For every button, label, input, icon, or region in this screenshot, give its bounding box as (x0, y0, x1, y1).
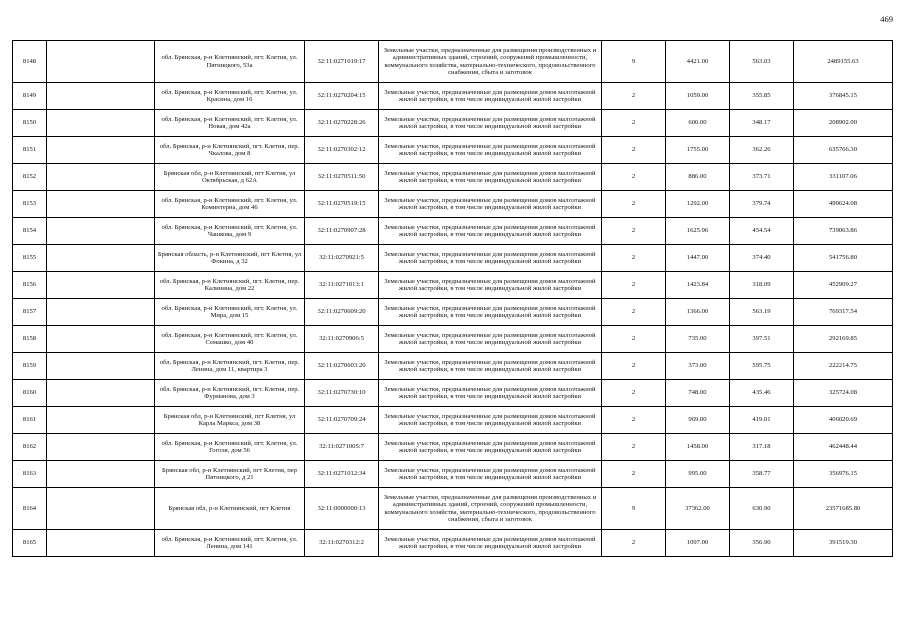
table-row (13, 353, 893, 380)
address-cell: обл. Брянская, р-н Клетнянский, пгт. Клетня, ул. Пятницкого, 53а (155, 41, 305, 83)
cadastral-value-cell: 462448.44 (794, 434, 893, 461)
address-cell: обл. Брянская, р-н Клетнянский, пгт. Клетня, ул. Коминтерна, дом 46 (155, 191, 305, 218)
cadastral-value-cell: 391519.30 (794, 530, 893, 557)
table-row (13, 191, 893, 218)
empty-cell (47, 434, 155, 461)
empty-cell (47, 272, 155, 299)
use-group-cell: 9 (602, 41, 666, 83)
land-use-cell: Земельные участки, предназначенные для размещения домов малоэтажной жилой застройки, в том числе индивидуальной жилой застройки (379, 272, 602, 299)
table-row (13, 110, 893, 137)
empty-cell (47, 110, 155, 137)
address-cell: Брянская обл, р-н Клетнянский, пгт Клетня, ул Октябрьская, д 62А (155, 164, 305, 191)
cadastral-number-cell: 32:11:0270519:15 (305, 191, 379, 218)
area-cell: 1755.00 (666, 137, 730, 164)
cadastral-value-cell: 490624.08 (794, 191, 893, 218)
row-number-cell: 8150 (13, 110, 47, 137)
address-cell: обл. Брянская, р-н Клетнянский, пгт. Клетня, ул. Гоголя, дом 56 (155, 434, 305, 461)
row-number-cell: 8152 (13, 164, 47, 191)
use-group-cell: 2 (602, 353, 666, 380)
cadastral-number-cell: 32:11:0270709:24 (305, 407, 379, 434)
use-group-cell: 2 (602, 461, 666, 488)
table-row (13, 434, 893, 461)
use-group-cell: 2 (602, 245, 666, 272)
address-cell: обл. Брянская, р-н Клетнянский, пгт. Клетня, пер. Ленина, дом 11, квартира 3 (155, 353, 305, 380)
empty-cell (47, 353, 155, 380)
table-row (13, 164, 893, 191)
table-row (13, 83, 893, 110)
area-cell: 969.00 (666, 407, 730, 434)
specific-value-cell: 374.40 (730, 245, 794, 272)
row-number-cell: 8159 (13, 353, 47, 380)
land-registry-table (12, 40, 893, 557)
empty-cell (47, 461, 155, 488)
specific-value-cell: 595.75 (730, 353, 794, 380)
table-row (13, 380, 893, 407)
empty-cell (47, 245, 155, 272)
cadastral-value-cell: 292169.85 (794, 326, 893, 353)
use-group-cell: 2 (602, 191, 666, 218)
cadastral-number-cell: 32:11:0270730:10 (305, 380, 379, 407)
row-number-cell: 8151 (13, 137, 47, 164)
row-number-cell: 8148 (13, 41, 47, 83)
land-use-cell: Земельные участки, предназначенные для размещения домов малоэтажной жилой застройки, в том числе индивидуальной жилой застройки (379, 191, 602, 218)
use-group-cell: 2 (602, 164, 666, 191)
address-cell: обл. Брянская, р-н Клетнянский, пгт. Клетня, ул. Ленина, дом 141 (155, 530, 305, 557)
use-group-cell: 2 (602, 272, 666, 299)
use-group-cell: 2 (602, 83, 666, 110)
address-cell: обл. Брянская, р-н Клетнянский, пгт. Клетня, пер. Фурманова, дом 3 (155, 380, 305, 407)
address-cell: Брянская обл, р-н Клетнянский, пгт Клетня, пер Пятницкого, д 21 (155, 461, 305, 488)
use-group-cell: 2 (602, 137, 666, 164)
cadastral-value-cell: 541756.80 (794, 245, 893, 272)
table-row (13, 137, 893, 164)
table-row (13, 299, 893, 326)
area-cell: 1059.00 (666, 83, 730, 110)
empty-cell (47, 41, 155, 83)
specific-value-cell: 454.54 (730, 218, 794, 245)
land-use-cell: Земельные участки, предназначенные для размещения домов малоэтажной жилой застройки, в том числе индивидуальной жилой застройки (379, 353, 602, 380)
cadastral-value-cell: 406020.69 (794, 407, 893, 434)
area-cell: 735.00 (666, 326, 730, 353)
row-number-cell: 8161 (13, 407, 47, 434)
address-cell: обл. Брянская, р-н Клетнянский, пгт. Клетня, ул. Семашко, дом 40 (155, 326, 305, 353)
cadastral-value-cell: 356976.15 (794, 461, 893, 488)
table-body (13, 41, 893, 557)
cadastral-value-cell: 222214.75 (794, 353, 893, 380)
land-use-cell: Земельные участки, предназначенные для размещения домов малоэтажной жилой застройки, в том числе индивидуальной жилой застройки (379, 137, 602, 164)
address-cell: обл. Брянская, р-н Клетнянский, пгт. Клетня, ул. Мира, дом 15 (155, 299, 305, 326)
land-use-cell: Земельные участки, предназначенные для размещения домов малоэтажной жилой застройки, в том числе индивидуальной жилой застройки (379, 83, 602, 110)
specific-value-cell: 358.77 (730, 461, 794, 488)
row-number-cell: 8160 (13, 380, 47, 407)
use-group-cell: 9 (602, 488, 666, 530)
specific-value-cell: 435.46 (730, 380, 794, 407)
specific-value-cell: 630.90 (730, 488, 794, 530)
specific-value-cell: 419.01 (730, 407, 794, 434)
row-number-cell: 8158 (13, 326, 47, 353)
land-use-cell: Земельные участки, предназначенные для размещения производственных и административных зданий, строений, сооружений промышленности, коммунального хозяйства, материально-технического, продовольственного снабжения, сбыта и заготовок (379, 488, 602, 530)
use-group-cell: 2 (602, 434, 666, 461)
land-use-cell: Земельные участки, предназначенные для размещения производственных и административных зданий, строений, сооружений промышленности, коммунального хозяйства, материально-технического, продовольственного снабжения, сбыта и заготовок (379, 41, 602, 83)
specific-value-cell: 373.71 (730, 164, 794, 191)
cadastral-value-cell: 325724.08 (794, 380, 893, 407)
specific-value-cell: 318.09 (730, 272, 794, 299)
row-number-cell: 8149 (13, 83, 47, 110)
specific-value-cell: 317.18 (730, 434, 794, 461)
area-cell: 1447.00 (666, 245, 730, 272)
use-group-cell: 2 (602, 218, 666, 245)
address-cell: Брянская обл, р-н Клетнянский, пгт Клетня, ул Карла Маркса, дом 38 (155, 407, 305, 434)
cadastral-number-cell: 32:11:0000000:13 (305, 488, 379, 530)
table-row (13, 272, 893, 299)
empty-cell (47, 326, 155, 353)
address-cell: обл. Брянская, р-н Клетнянский, пгт. Клетня, ул. Новая, дом 42а (155, 110, 305, 137)
empty-cell (47, 407, 155, 434)
area-cell: 748.00 (666, 380, 730, 407)
area-cell: 4421.00 (666, 41, 730, 83)
empty-cell (47, 530, 155, 557)
table-row (13, 530, 893, 557)
empty-cell (47, 137, 155, 164)
cadastral-number-cell: 32:11:0270511:50 (305, 164, 379, 191)
cadastral-number-cell: 32:11:0270921:5 (305, 245, 379, 272)
cadastral-value-cell: 23571685.80 (794, 488, 893, 530)
cadastral-value-cell: 769317.54 (794, 299, 893, 326)
use-group-cell: 2 (602, 530, 666, 557)
land-use-cell: Земельные участки, предназначенные для размещения домов малоэтажной жилой застройки, в том числе индивидуальной жилой застройки (379, 326, 602, 353)
cadastral-number-cell: 32:11:0271013:1 (305, 272, 379, 299)
cadastral-value-cell: 452909.27 (794, 272, 893, 299)
land-use-cell: Земельные участки, предназначенные для размещения домов малоэтажной жилой застройки, в том числе индивидуальной жилой застройки (379, 110, 602, 137)
use-group-cell: 2 (602, 299, 666, 326)
cadastral-number-cell: 32:11:0270312:2 (305, 530, 379, 557)
use-group-cell: 2 (602, 407, 666, 434)
cadastral-number-cell: 32:11:0270906:5 (305, 326, 379, 353)
use-group-cell: 2 (602, 326, 666, 353)
cadastral-number-cell: 32:11:0270228:26 (305, 110, 379, 137)
area-cell: 37362.00 (666, 488, 730, 530)
row-number-cell: 8157 (13, 299, 47, 326)
land-use-cell: Земельные участки, предназначенные для размещения домов малоэтажной жилой застройки, в том числе индивидуальной жилой застройки (379, 164, 602, 191)
specific-value-cell: 355.85 (730, 83, 794, 110)
empty-cell (47, 488, 155, 530)
empty-cell (47, 218, 155, 245)
area-cell: 1423.84 (666, 272, 730, 299)
land-use-cell: Земельные участки, предназначенные для размещения домов малоэтажной жилой застройки, в том числе индивидуальной жилой застройки (379, 299, 602, 326)
empty-cell (47, 164, 155, 191)
address-cell: обл. Брянская, р-н Клетнянский, пгт. Клетня, ул. Красина, дом 16 (155, 83, 305, 110)
row-number-cell: 8162 (13, 434, 47, 461)
row-number-cell: 8154 (13, 218, 47, 245)
row-number-cell: 8164 (13, 488, 47, 530)
row-number-cell: 8165 (13, 530, 47, 557)
cadastral-number-cell: 32:11:0270609:20 (305, 299, 379, 326)
specific-value-cell: 362.26 (730, 137, 794, 164)
specific-value-cell: 397.51 (730, 326, 794, 353)
use-group-cell: 2 (602, 380, 666, 407)
row-number-cell: 8153 (13, 191, 47, 218)
cadastral-value-cell: 376845.15 (794, 83, 893, 110)
cadastral-number-cell: 32:11:0270907:28 (305, 218, 379, 245)
land-use-cell: Земельные участки, предназначенные для размещения домов малоэтажной жилой застройки, в том числе индивидуальной жилой застройки (379, 434, 602, 461)
specific-value-cell: 379.74 (730, 191, 794, 218)
empty-cell (47, 191, 155, 218)
table-row (13, 326, 893, 353)
area-cell: 1292.00 (666, 191, 730, 218)
specific-value-cell: 348.17 (730, 110, 794, 137)
specific-value-cell: 563.03 (730, 41, 794, 83)
table-row (13, 245, 893, 272)
table-row (13, 41, 893, 83)
cadastral-number-cell: 32:11:0271012:34 (305, 461, 379, 488)
table-row (13, 407, 893, 434)
cadastral-number-cell: 32:11:0271019:17 (305, 41, 379, 83)
cadastral-number-cell: 32:11:0271005:7 (305, 434, 379, 461)
area-cell: 1625.96 (666, 218, 730, 245)
area-cell: 1458.00 (666, 434, 730, 461)
land-use-cell: Земельные участки, предназначенные для размещения домов малоэтажной жилой застройки, в том числе индивидуальной жилой застройки (379, 407, 602, 434)
empty-cell (47, 380, 155, 407)
area-cell: 886.00 (666, 164, 730, 191)
land-use-cell: Земельные участки, предназначенные для размещения домов малоэтажной жилой застройки, в том числе индивидуальной жилой застройки (379, 245, 602, 272)
empty-cell (47, 83, 155, 110)
row-number-cell: 8156 (13, 272, 47, 299)
address-cell: обл. Брянская, р-н Клетнянский, пгт. Клетня, пер. Калинина, дом 22 (155, 272, 305, 299)
empty-cell (47, 299, 155, 326)
address-cell: обл. Брянская, р-н Клетнянский, пгт. Клетня, ул. Чашкова, дом 9 (155, 218, 305, 245)
cadastral-value-cell: 2489155.63 (794, 41, 893, 83)
use-group-cell: 2 (602, 110, 666, 137)
cadastral-number-cell: 32:11:0270204:15 (305, 83, 379, 110)
area-cell: 1097.00 (666, 530, 730, 557)
table-row (13, 488, 893, 530)
address-cell: Брянская обл, р-н Клетнянский, пгт Клетня (155, 488, 305, 530)
area-cell: 1366.00 (666, 299, 730, 326)
cadastral-value-cell: 208902.00 (794, 110, 893, 137)
cadastral-value-cell: 331107.06 (794, 164, 893, 191)
cadastral-number-cell: 32:11:0270603:20 (305, 353, 379, 380)
area-cell: 995.00 (666, 461, 730, 488)
table-row (13, 218, 893, 245)
land-use-cell: Земельные участки, предназначенные для размещения домов малоэтажной жилой застройки, в том числе индивидуальной жилой застройки (379, 218, 602, 245)
specific-value-cell: 563.19 (730, 299, 794, 326)
specific-value-cell: 356.90 (730, 530, 794, 557)
area-cell: 600.00 (666, 110, 730, 137)
address-cell: обл. Брянская, р-н Клетнянский, пгт. Клетня, пер. Чкалова, дом 8 (155, 137, 305, 164)
cadastral-number-cell: 32:11:0270302:12 (305, 137, 379, 164)
land-use-cell: Земельные участки, предназначенные для размещения домов малоэтажной жилой застройки, в том числе индивидуальной жилой застройки (379, 530, 602, 557)
area-cell: 373.00 (666, 353, 730, 380)
cadastral-value-cell: 635766.30 (794, 137, 893, 164)
land-use-cell: Земельные участки, предназначенные для размещения домов малоэтажной жилой застройки, в том числе индивидуальной жилой застройки (379, 461, 602, 488)
land-use-cell: Земельные участки, предназначенные для размещения домов малоэтажной жилой застройки, в том числе индивидуальной жилой застройки (379, 380, 602, 407)
page-number: 469 (880, 14, 893, 24)
cadastral-value-cell: 739063.86 (794, 218, 893, 245)
table-row (13, 461, 893, 488)
address-cell: Брянская область, р-н Клетнянский, пгт Клетня, ул Фокина, д 32 (155, 245, 305, 272)
row-number-cell: 8155 (13, 245, 47, 272)
row-number-cell: 8163 (13, 461, 47, 488)
